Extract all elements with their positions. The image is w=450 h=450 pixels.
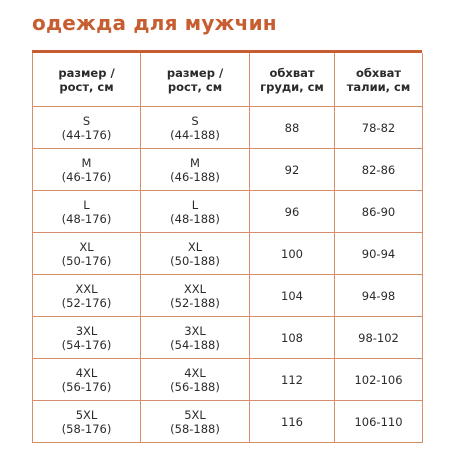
size-height-188-cell [141,233,250,275]
table-row [33,149,423,191]
cell-text: 5XL [75,407,98,422]
cell-text: 106-110 [354,414,403,429]
chest-cell [250,317,335,359]
waist-cell [335,233,423,275]
size-height-176-cell [33,233,141,275]
header-row [33,53,423,107]
cell-text: (46-188) [170,169,220,184]
cell-text: (52-176) [61,295,112,310]
chest-cell [250,191,335,233]
cell-text: (44-188) [170,127,220,142]
cell-text: (50-188) [170,253,220,268]
cell-text: 5XL [184,407,206,422]
cell-text: XL [187,239,203,254]
size-height-188-cell [141,401,250,443]
cell-text: 92 [284,162,300,177]
cell-text: (54-176) [61,337,112,352]
cell-text: 98-102 [358,330,399,345]
table-row [33,275,423,317]
header-line: талии, см [346,79,411,94]
cell-text: 104 [281,288,303,303]
waist-cell [335,149,423,191]
cell-text: 78-82 [361,120,396,135]
cell-text: S [82,113,91,128]
waist-cell [335,317,423,359]
cell-text: XXL [75,281,98,296]
waist-cell [335,275,423,317]
size-height-188-cell [141,191,250,233]
cell-text: 102-106 [354,372,403,387]
header-line: размер / [58,65,115,80]
cell-text: 90-94 [361,246,396,261]
table-row [33,359,423,401]
cell-text: 3XL [184,323,206,338]
cell-text: (50-176) [61,253,112,268]
cell-text: (54-188) [170,337,220,352]
cell-text: XXL [183,281,207,296]
table-row [33,401,423,443]
cell-text: L [83,197,90,212]
chest-cell [250,401,335,443]
table-body [33,107,423,443]
chest-cell [250,359,335,401]
chest-cell [250,107,335,149]
size-height-176-cell [33,107,141,149]
size-height-176-cell [33,191,141,233]
header-size-height-188 [141,53,250,107]
header-chest [250,53,335,107]
cell-text: (58-176) [61,421,112,436]
table-row [33,233,423,275]
cell-text: 100 [281,246,303,261]
cell-text: XL [79,239,94,254]
chest-cell [250,233,335,275]
cell-text: 88 [284,120,300,135]
size-height-188-cell [141,149,250,191]
header-line: обхват [269,65,315,80]
cell-text: 108 [281,330,303,345]
chest-cell [250,275,335,317]
cell-text: 116 [281,414,303,429]
size-height-188-cell [141,107,250,149]
waist-cell [335,359,423,401]
cell-text: 82-86 [361,162,396,177]
waist-cell [335,401,423,443]
header-line: рост, см [59,79,114,94]
size-height-176-cell [33,275,141,317]
size-height-176-cell [33,149,141,191]
cell-text: 4XL [75,365,98,380]
header-line: груди, см [260,79,324,94]
header-size-height-176 [33,53,141,107]
cell-text: 3XL [75,323,98,338]
cell-text: 94-98 [361,288,396,303]
cell-text: 112 [281,372,303,387]
table-row [33,317,423,359]
cell-text: (48-176) [61,211,112,226]
cell-text: M [190,155,200,170]
waist-cell [335,107,423,149]
cell-text: M [81,155,92,170]
cell-text: 86-90 [361,204,396,219]
header-line: рост, см [167,79,223,94]
size-chart-frame [32,50,422,443]
cell-text: (56-176) [61,379,112,394]
cell-text: L [191,197,199,212]
page-title: одежда для мужчин [32,11,277,35]
header-line: обхват [355,65,402,80]
size-height-188-cell [141,359,250,401]
size-height-188-cell [141,275,250,317]
cell-text: (58-188) [170,421,220,436]
table-row [33,107,423,149]
chest-cell [250,149,335,191]
size-height-176-cell [33,317,141,359]
cell-text: (46-176) [61,169,112,184]
table-row [33,191,423,233]
size-height-176-cell [33,401,141,443]
size-height-188-cell [141,317,250,359]
cell-text: (48-188) [170,211,220,226]
cell-text: S [191,113,199,128]
header-waist [335,53,423,107]
waist-cell [335,191,423,233]
cell-text: (52-188) [170,295,220,310]
cell-text: 4XL [184,365,206,380]
cell-text: (44-176) [61,127,112,142]
cell-text: 96 [284,204,300,219]
size-height-176-cell [33,359,141,401]
header-line: размер / [166,65,224,80]
size-chart-table [32,53,423,443]
cell-text: (56-188) [170,379,220,394]
